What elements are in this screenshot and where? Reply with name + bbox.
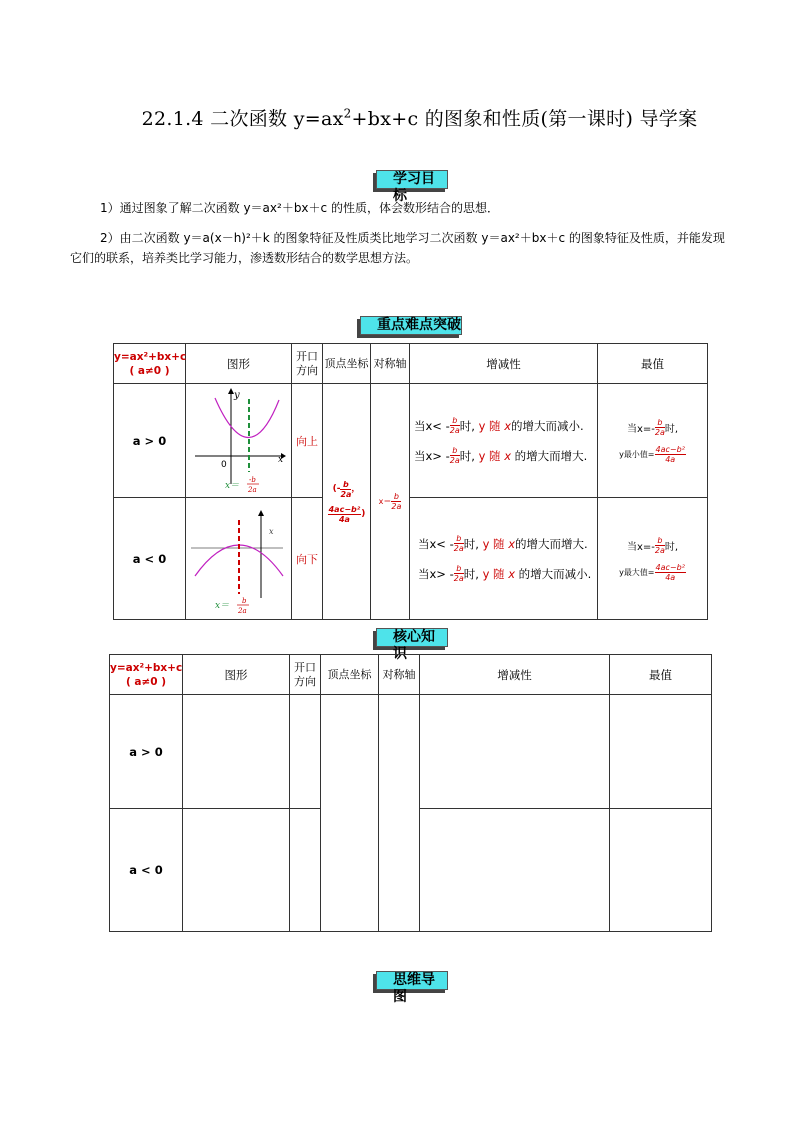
section-mindmap-heading: 思维导图 (376, 971, 448, 990)
key-table (113, 343, 708, 620)
core-graph-blank-2[interactable] (183, 809, 290, 932)
svg-text:0: 0 (220, 460, 227, 470)
graph-upward (186, 384, 292, 498)
core-header-vertex: 顶点坐标 (321, 655, 379, 695)
vertex-formula: (- $\frac{b}{2a}$ ， $\frac{\text{4ac−b²}}{4a}$ ) (323, 384, 371, 620)
parabola-down-graph (187, 498, 291, 616)
svg-text:x: x (268, 527, 274, 536)
svg-text:b: b (241, 597, 246, 605)
goal-1: 1）通过图象了解二次函数 y＝ax²＋bx＋c 的性质，体会数形结合的思想． (100, 201, 499, 215)
section-goals-heading: 学习目标 (376, 170, 448, 189)
section-core-heading: 核心知识 (376, 628, 448, 647)
svg-text:-b: -b (248, 476, 256, 484)
core-mono-blank-1[interactable] (420, 695, 610, 809)
open-down: 向下 (292, 498, 323, 620)
core-header-function: y=ax²+bx+c ( a≠0 ) (110, 655, 183, 695)
case-a-negative: a < 0 (114, 498, 186, 620)
svg-text:y: y (233, 390, 240, 401)
core-mono-blank-2[interactable] (420, 809, 610, 932)
header-vertex: 顶点坐标 (323, 344, 371, 384)
header-extremum: 最值 (598, 344, 708, 384)
case-a-positive: a > 0 (114, 384, 186, 498)
header-function: y=ax²+bx+c ( a≠0 ) (114, 344, 186, 384)
header-axis: 对称轴 (371, 344, 410, 384)
core-header-open: 开口方向 (290, 655, 321, 695)
core-case-a-positive: a > 0 (110, 695, 183, 809)
graph-downward (186, 498, 292, 620)
core-extremum-blank-1[interactable] (610, 695, 712, 809)
svg-text:x＝: x＝ (224, 481, 239, 491)
monotonicity-down: 当x< - $\frac{b}{2a}$ 时, y 随 x 的增大而增大. 当x> - $\frac{b}{2a}$ 时, y 随 x 的增大而减小. (410, 498, 598, 620)
core-header-monotonicity: 增减性 (420, 655, 610, 695)
svg-text:2a: 2a (247, 486, 257, 494)
core-open-blank-2[interactable] (290, 809, 321, 932)
goal-2: 2）由二次函数 y＝a(x－h)²＋k 的图象特征及性质类比地学习二次函数 y＝ax²＋bx＋c 的图象特征及性质，并能发现它们的联系，培养类比学习能力，渗透数形结合的数学思想方法。 (70, 231, 725, 265)
core-case-a-negative: a < 0 (110, 809, 183, 932)
extremum-min: 当x=- $\frac{b}{2a}$ 时, y最小值= $\frac{\text{4ac−b²}}{4a}$ (598, 384, 708, 498)
core-header-graph: 图形 (183, 655, 290, 695)
parabola-up-graph (187, 384, 291, 494)
core-vertex-blank[interactable] (321, 695, 379, 932)
core-graph-blank-1[interactable] (183, 695, 290, 809)
svg-text:x: x (277, 455, 283, 465)
extremum-max: 当x=- $\frac{b}{2a}$ 时, y最大值= $\frac{\text{4ac−b²}}{4a}$ (598, 498, 708, 620)
core-header-extremum: 最值 (610, 655, 712, 695)
core-axis-blank[interactable] (379, 695, 420, 932)
monotonicity-up: 当x< - $\frac{b}{2a}$ 时, y 随 x 的增大而减小. 当x> - $\frac{b}{2a}$ 时, y 随 x 的增大而增大. (410, 384, 598, 498)
section-key-heading: 重点难点突破 (360, 316, 462, 335)
open-up: 向上 (292, 384, 323, 498)
page-title: 22.1.4 二次函数 $y=ax^2+bx+c$ 的图象和性质(第一课时) 导学案 (141, 106, 698, 130)
header-monotonicity: 增减性 (410, 344, 598, 384)
core-open-blank-1[interactable] (290, 695, 321, 809)
header-graph: 图形 (186, 344, 292, 384)
svg-text:x＝: x＝ (214, 601, 229, 611)
axis-formula: x＝ $\frac{b}{2a}$ (371, 384, 410, 620)
header-open: 开口方向 (292, 344, 323, 384)
core-header-axis: 对称轴 (379, 655, 420, 695)
svg-text:2a: 2a (237, 607, 247, 615)
core-extremum-blank-2[interactable] (610, 809, 712, 932)
core-table (109, 654, 712, 932)
